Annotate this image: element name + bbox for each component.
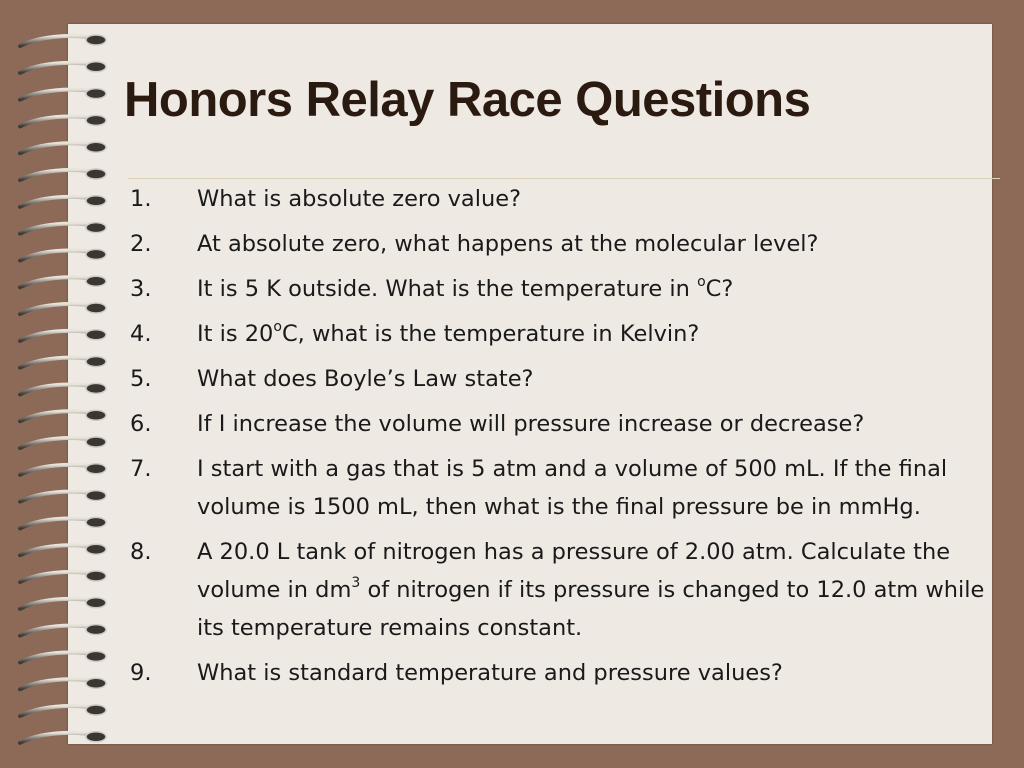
question-text <box>197 315 985 353</box>
question-number: 6. <box>130 411 152 437</box>
question-text-part: It is 20 <box>197 321 274 347</box>
title-divider <box>128 178 1000 179</box>
question-text: What does Boyle’s Law state? <box>197 366 534 392</box>
list-item <box>130 654 985 692</box>
question-text-part: It is 5 K outside. What is the temperature in <box>197 276 698 302</box>
question-number: 3. <box>130 276 152 302</box>
question-text-part: C? <box>705 276 734 302</box>
question-text <box>197 533 985 647</box>
list-item <box>130 533 985 647</box>
question-text-part: A 20.0 L tank of nitrogen has a pressure of 2.00 atm. Calculate the volume in dm <box>197 539 951 603</box>
degree-superscript: o <box>697 273 706 290</box>
exponent-superscript: 3 <box>351 574 361 591</box>
question-text: What is standard temperature and pressure values? <box>197 660 783 686</box>
question-number: 2. <box>130 231 152 257</box>
question-number: 5. <box>130 366 152 392</box>
question-list <box>130 180 985 699</box>
question-number: 8. <box>130 539 152 565</box>
question-text: At absolute zero, what happens at the molecular level? <box>197 231 819 257</box>
question-text <box>197 270 985 308</box>
question-number: 4. <box>130 321 152 347</box>
question-number: 9. <box>130 660 152 686</box>
question-text-part: of nitrogen if its pressure is changed to 12.0 atm while its temperature remains constant. <box>197 577 985 641</box>
list-item <box>130 225 985 263</box>
question-text: I start with a gas that is 5 atm and a volume of 500 mL. If the final volume is 1500 mL, then what is the final pressure be in mmHg. <box>197 456 948 520</box>
list-item <box>130 405 985 443</box>
list-item <box>130 315 985 353</box>
question-text: What is absolute zero value? <box>197 186 522 212</box>
question-number: 1. <box>130 186 152 212</box>
list-item <box>130 360 985 398</box>
question-number: 7. <box>130 456 152 482</box>
question-text: If I increase the volume will pressure increase or decrease? <box>197 411 865 437</box>
list-item <box>130 180 985 218</box>
list-item <box>130 270 985 308</box>
degree-superscript: o <box>273 318 282 335</box>
question-text-part: C, what is the temperature in Kelvin? <box>281 321 700 347</box>
list-item <box>130 450 985 526</box>
page-title: Honors Relay Race Questions <box>124 73 811 127</box>
